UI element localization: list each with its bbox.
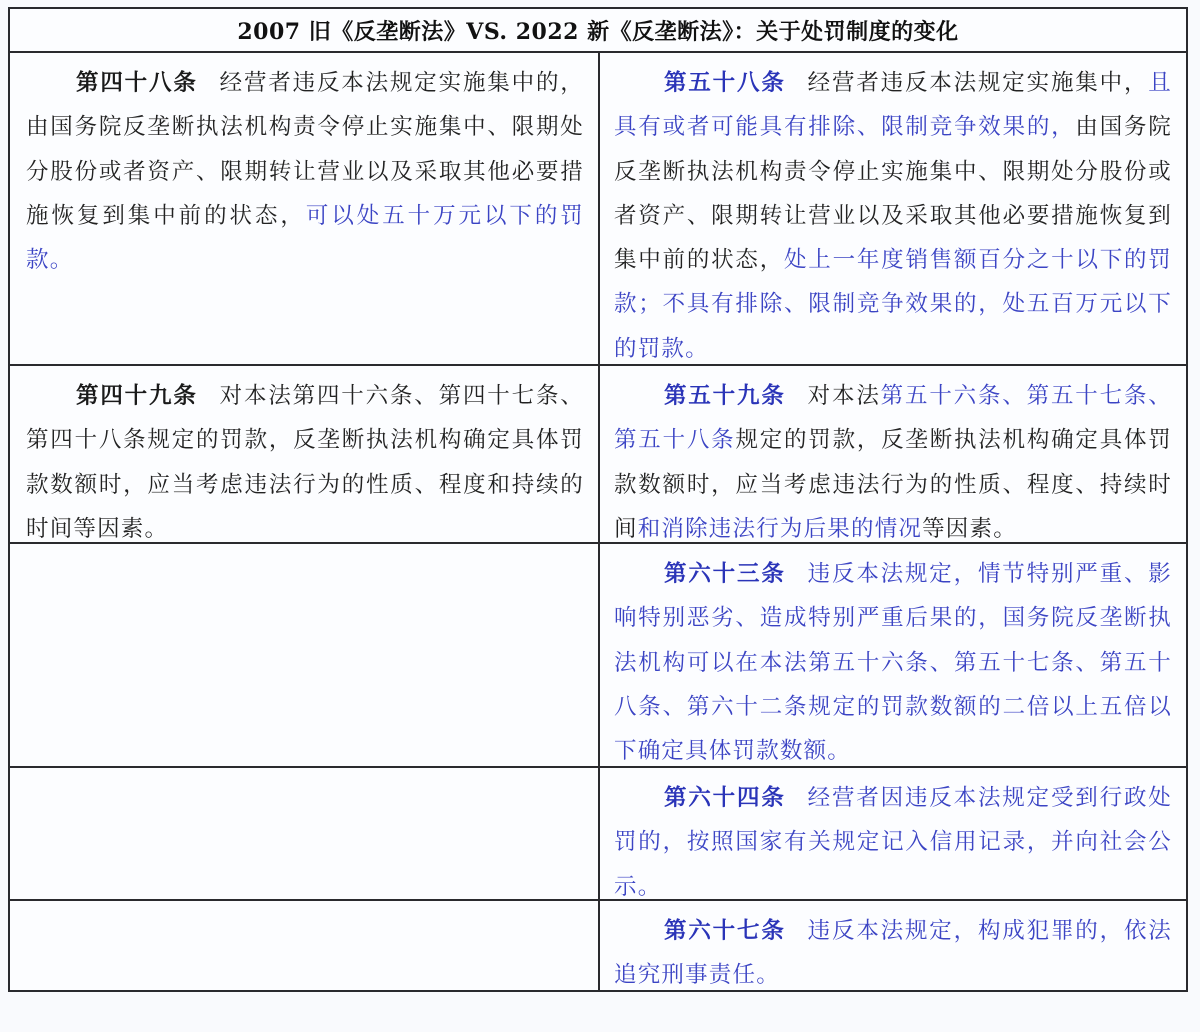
new-article-number: 第六十四条 bbox=[664, 785, 786, 811]
new-text: 由国务院反垄断执法机构责令停止实施集中、限期处分股份或者资产、限期转让营业以及采取其他必要措施恢复到集中前的状态， bbox=[614, 114, 1172, 274]
new-changed-text: 第五十六条、第五十七条、第五十八条 bbox=[614, 383, 1172, 454]
old-law-cell bbox=[10, 53, 600, 364]
new-changed-text: 处上一年度销售额百分之十以下的罚款；不具有排除、限制竞争效果的，处五百万元以下的罚款。 bbox=[614, 247, 1173, 362]
new-changed-text: 和消除违法行为后果的情况 bbox=[637, 515, 923, 542]
table-row bbox=[10, 53, 1186, 366]
new-article-number: 第五十九条 bbox=[664, 383, 786, 409]
new-article-number: 第六十三条 bbox=[664, 561, 786, 587]
new-text: 经营者违反本法规定实施集中， bbox=[807, 70, 1149, 96]
table-title: 2007 旧《反垄断法》VS. 2022 新《反垄断法》：关于处罚制度的变化 bbox=[10, 9, 1186, 53]
new-text: 对本法 bbox=[807, 383, 881, 409]
old-article-number: 第四十九条 bbox=[76, 383, 198, 409]
old-article-number: 第四十八条 bbox=[76, 70, 198, 96]
new-text: 等因素。 bbox=[922, 515, 1017, 542]
old-law-cell-empty bbox=[10, 901, 600, 990]
new-text: 规定的罚款，反垄断执法机构确定具体罚款数额时，应当考虑违法行为的性质、程度、持续时间 bbox=[614, 427, 1172, 542]
new-law-cell bbox=[600, 901, 1186, 990]
table-row bbox=[10, 544, 1186, 768]
new-changed-text: 且具有或者可能具有排除、限制竞争效果的， bbox=[614, 70, 1172, 141]
new-law-cell bbox=[600, 544, 1186, 766]
new-law-cell bbox=[600, 366, 1186, 542]
new-law-cell bbox=[600, 53, 1186, 364]
old-changed-text: 可以处五十万元以下的罚款。 bbox=[26, 202, 585, 274]
old-text: 对本法第四十六条、第四十七条、第四十八条规定的罚款，反垄断执法机构确定具体罚款数额时，应当考虑违法行为的性质、程度和持续的时间等因素。 bbox=[26, 383, 584, 542]
new-article-number: 第六十七条 bbox=[664, 918, 786, 944]
new-article-number: 第五十八条 bbox=[664, 70, 786, 96]
new-law-cell bbox=[600, 768, 1186, 899]
old-law-cell-empty bbox=[10, 544, 600, 766]
new-changed-text: 违反本法规定，情节特别严重、影响特别恶劣、造成特别严重后果的，国务院反垄断执法机构可以在本法第五十六条、第五十七条、第五十八条、第六十二条规定的罚款数额的二倍以上五倍以下确定具体罚款数额。 bbox=[614, 561, 1172, 765]
table-row bbox=[10, 768, 1186, 901]
comparison-table bbox=[8, 7, 1188, 992]
table-row bbox=[10, 901, 1186, 990]
old-law-cell bbox=[10, 366, 600, 542]
table-row bbox=[10, 366, 1186, 544]
old-text: 经营者违反本法规定实施集中的，由国务院反垄断执法机构责令停止实施集中、限期处分股份或者资产、限期转让营业以及采取其他必要措施恢复到集中前的状态， bbox=[26, 70, 584, 229]
old-law-cell-empty bbox=[10, 768, 600, 899]
new-changed-text: 经营者因违反本法规定受到行政处罚的，按照国家有关规定记入信用记录，并向社会公示。 bbox=[614, 785, 1172, 900]
new-changed-text: 违反本法规定，构成犯罪的，依法追究刑事责任。 bbox=[614, 918, 1172, 989]
